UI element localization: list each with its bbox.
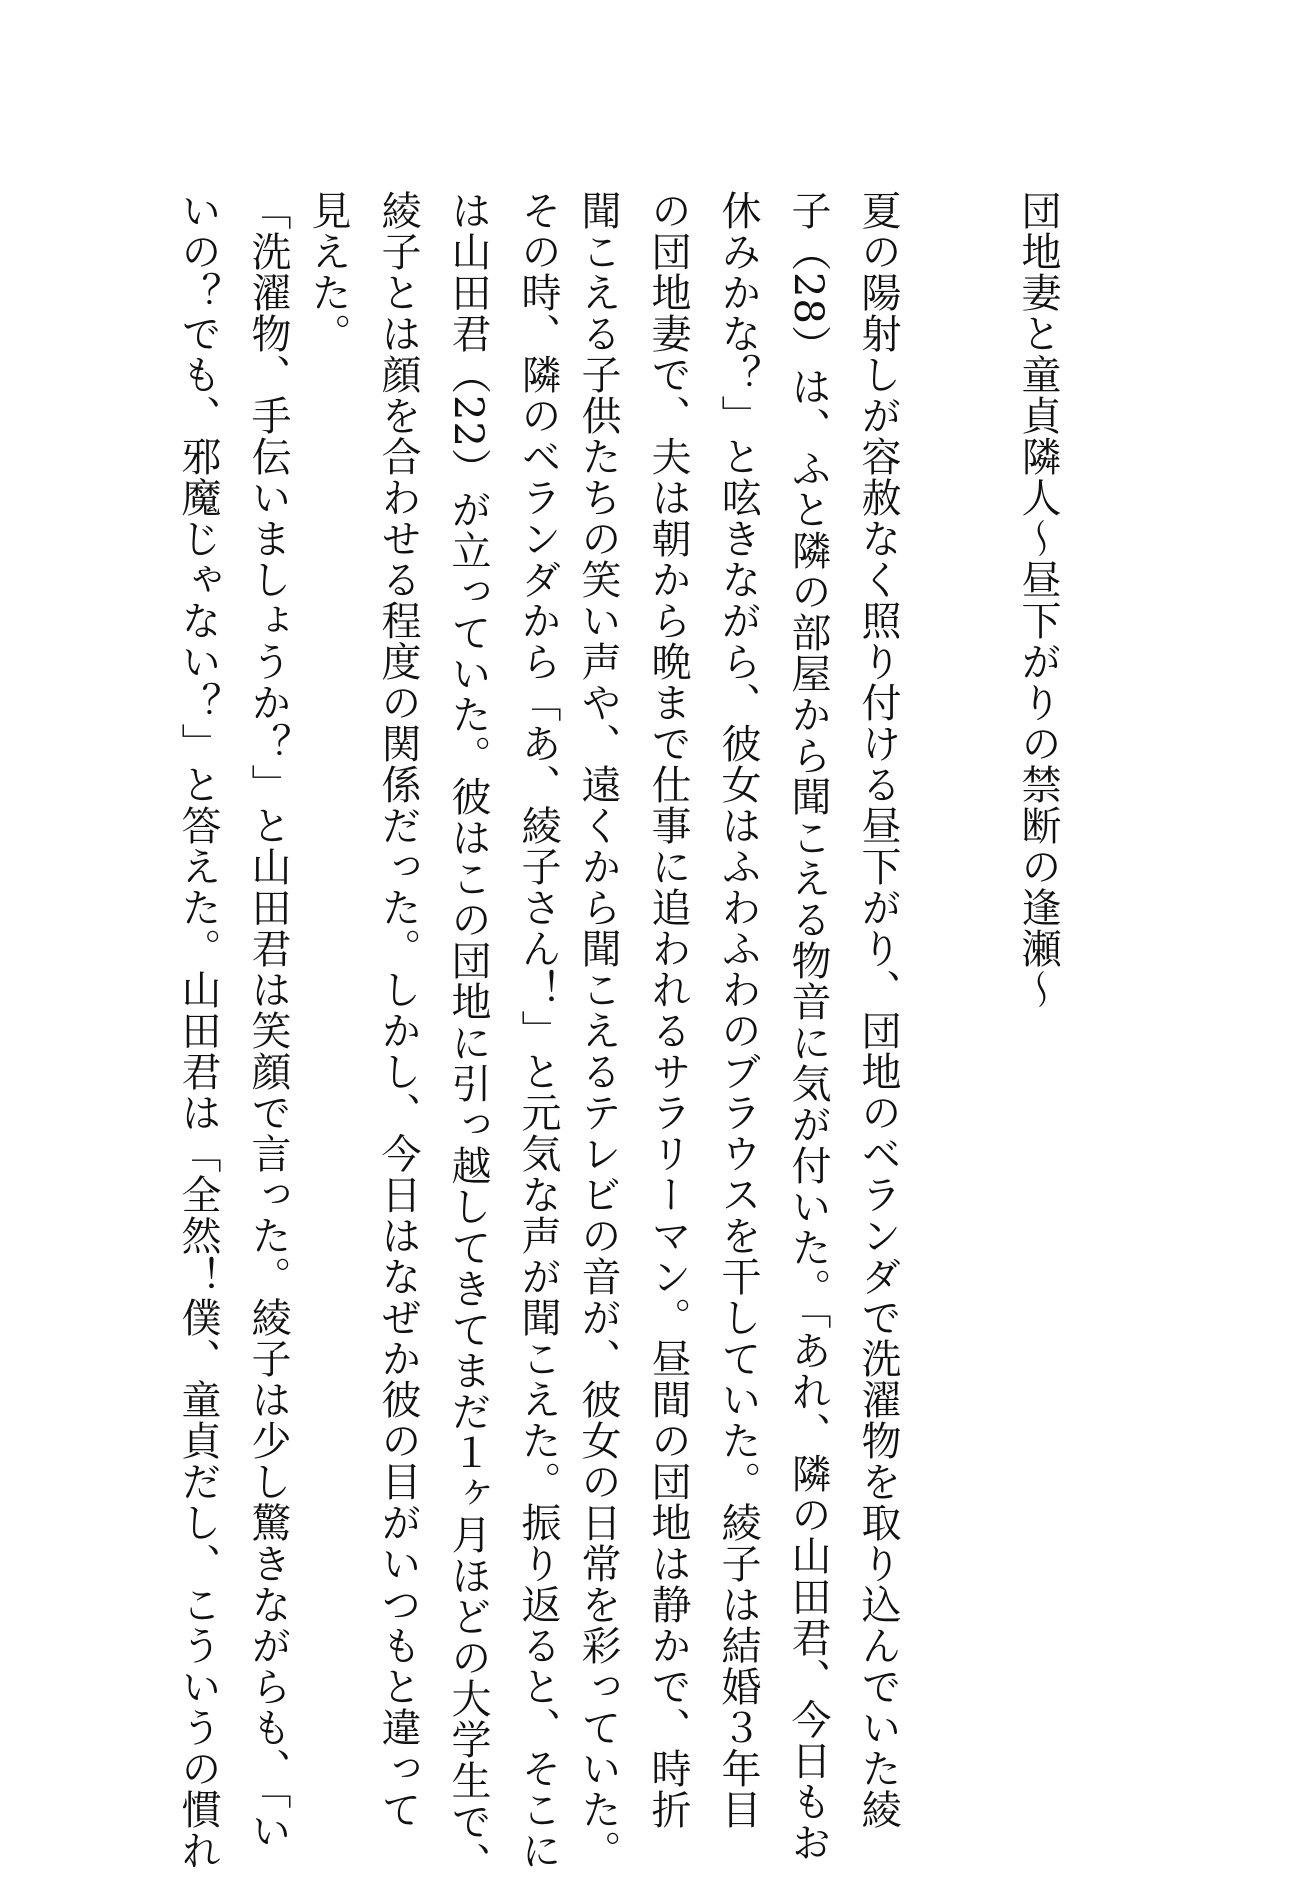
text-line: 「洗濯物、手伝いましょうか？」と山田君は笑顔で言った。綾子は少し驚きながらも、「い — [245, 190, 291, 1851]
text-line: その時、隣のベランダから「あ、綾子さん！」と元気な声が聞こえた。振り返ると、そこに — [515, 190, 561, 1871]
text-line: 子（28）は、ふと隣の部屋から聞こえる物音に気が付いた。「あれ、隣の山田君、今日もお — [785, 190, 831, 1863]
text-line: の団地妻で、夫は朝から晩まで仕事に追われるサラリーマン。昼間の団地は静かで、時折 — [645, 190, 691, 1830]
paragraph-2 — [293, 190, 573, 1883]
text-line: 綾子とは顔を合わせる程度の関係だった。しかし、今日はなぜか彼の目がいつもと違って — [375, 190, 421, 1830]
text-line: いの？でも、邪魔じゃない？」と答えた。山田君は「全然！僕、童貞だし、こういうの慣れ — [175, 190, 221, 1871]
text-line: 聞こえる子供たちの笑い声や、遠くから聞こえるテレビの音が、彼女の日常を彩っていた。 — [575, 190, 621, 1871]
text-line: 見えた。 — [305, 190, 351, 354]
text-line: 休みかな？」と呟きながら、彼女はふわふわのブラウスを干していた。綾子は結婚３年目 — [715, 190, 761, 1830]
text-line: は山田君（22）が立っていた。彼はこの団地に引っ越してきてまだ１ヶ月ほどの大学生で、 — [445, 190, 491, 1883]
paragraph-3 — [163, 190, 303, 1871]
text-line: 夏の陽射しが容赦なく照り付ける昼下がり、団地のベランダで洗濯物を取り込んでいた綾 — [855, 190, 901, 1830]
story-title: 団地妻と童貞隣人〜昼下がりの禁断の逢瀬〜 — [1015, 190, 1061, 1010]
